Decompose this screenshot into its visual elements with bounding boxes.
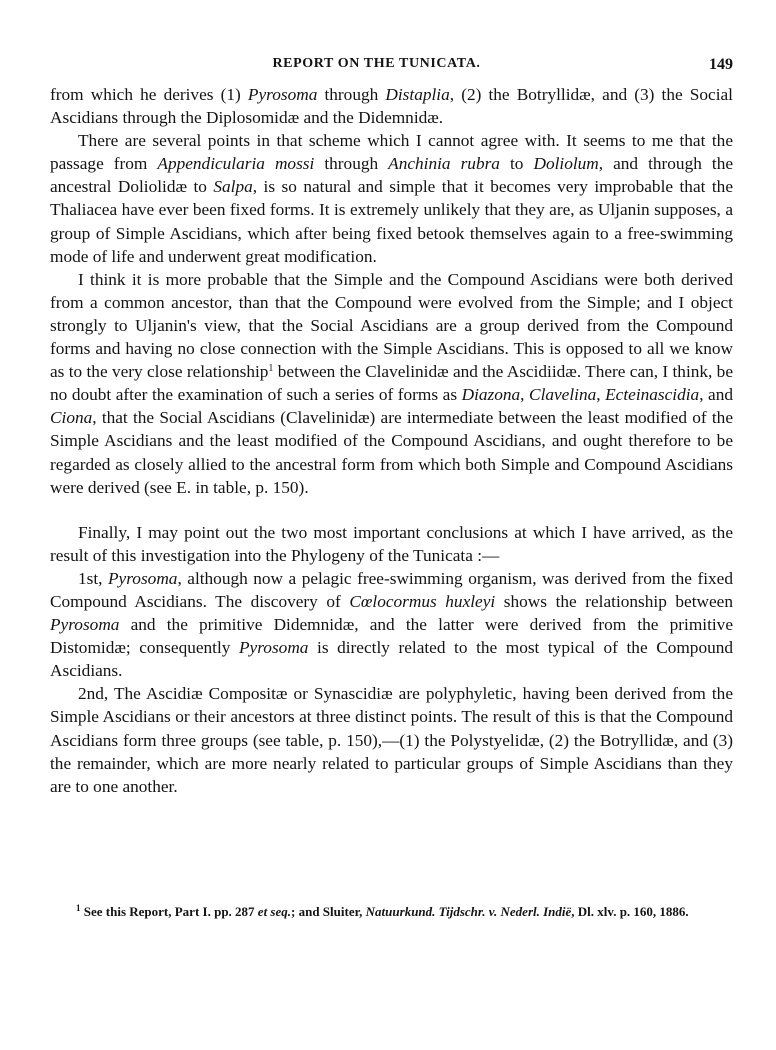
italic-term: Anchinia rubra xyxy=(388,154,500,174)
text-run: Finally, I may point out the two most important conclusions at which I have arrived, as the result of this investigation into the Phylogeny of the Tunicata :— xyxy=(50,522,733,565)
paragraph-conclusion-first xyxy=(50,567,733,682)
paragraph-common-ancestor xyxy=(50,268,733,499)
italic-term: Clavelina xyxy=(529,385,597,405)
text-run: through xyxy=(317,85,386,104)
text-run: 1st, xyxy=(78,568,108,588)
footnote-text xyxy=(50,903,733,920)
text-run: , xyxy=(520,385,530,405)
italic-term: Diazona xyxy=(461,385,521,405)
text-run: through xyxy=(314,154,389,174)
text-run: shows the relationship between xyxy=(495,591,733,611)
page-number: 149 xyxy=(709,56,733,73)
italic-term: Ecteinascidia xyxy=(605,385,700,405)
text-run: between the Clavelinidæ and the Ascidiidæ. There can, I think, be no doubt after the examination of such a series of forms as xyxy=(50,362,733,405)
footnote-reference: 1 xyxy=(268,363,274,375)
text-run: See this Report, Part I. pp. 287 xyxy=(80,904,258,919)
italic-term: Salpa xyxy=(213,177,253,197)
paragraph-thaliacea xyxy=(50,129,733,268)
text-run: There are several points in that scheme which I cannot agree with. It seems to me that the passage from xyxy=(50,131,733,174)
text-run: and the primitive Didemnidæ, and the latter were derived from the primitive Distomidæ; consequently xyxy=(50,615,733,658)
footnote-marker: 1 xyxy=(76,903,81,913)
text-run: , and xyxy=(699,385,734,405)
running-head xyxy=(50,56,733,78)
italic-term: Doliolum xyxy=(533,154,599,174)
text-run: , (2) the Botryllidæ, and (3) the Social Ascidians through the Diplosomidæ and the Didemnidæ. xyxy=(50,85,733,128)
italic-term: Cœlocormus huxleyi xyxy=(349,591,496,611)
text-run: ; and Sluiter, xyxy=(291,904,366,919)
text-run: to xyxy=(499,154,534,174)
italic-term: Pyrosoma xyxy=(239,638,309,658)
italic-term: Pyrosoma xyxy=(108,568,178,588)
paragraph-conclusions-intro xyxy=(50,521,733,567)
italic-term: Appendicularia mossi xyxy=(157,154,315,174)
body-text xyxy=(50,83,733,798)
text-run: I think it is more probable that the Simple and the Compound Ascidians were both derived from a common ancestor, than that the Compound were evolved from the Simple; and I object strongly to Uljanin's view, that the Social Ascidians are a group derived from the Compound forms and having no close connection with the Simple Ascidians. This is opposed to all we know as to the very close relationship xyxy=(50,269,733,382)
text-run: , and through the ancestral Doliolidæ to xyxy=(50,154,734,197)
text-run: is directly related to the most typical of the Compound Ascidians. xyxy=(50,638,734,681)
text-run: , xyxy=(596,385,606,405)
italic-term: Distaplia xyxy=(385,85,450,104)
italic-term: et seq. xyxy=(257,904,292,919)
paragraph-conclusion-second xyxy=(50,682,733,797)
italic-term: Pyrosoma xyxy=(247,85,318,104)
text-run: , is so natural and simple that it becomes very improbable that the Thaliacea have ever been fixed forms. It is extremely unlikely that they are, as Uljanin supposes, a group of Simple Ascidians, which after being fixed betook themselves again to a free-swimming mode of life and underwent great modification. xyxy=(50,177,733,266)
text-run: from which he derives (1) xyxy=(50,85,248,104)
text-run: , although now a pelagic free-swimming organism, was derived from the fixed Compound Ascidians. The discovery of xyxy=(50,568,733,611)
italic-term: Ciona xyxy=(50,408,93,428)
footnote-body xyxy=(81,904,689,919)
paragraph-continued xyxy=(50,83,733,129)
text-run: , Dl. xlv. p. 160, 1886. xyxy=(571,904,689,919)
italic-term: Natuurkund. Tijdschr. v. Nederl. Indië xyxy=(365,904,572,919)
text-run: , that the Social Ascidians (Clavelinidæ) are intermediate between the least modified of the Simple Ascidians and the least modified of the Compound Ascidians, and ought therefore to be regarded as closely allied to the ancestral form from which both Simple and Compound Ascidians were derived (see E. in table, p. 150). xyxy=(50,408,733,497)
running-title: REPORT ON THE TUNICATA. xyxy=(272,56,481,71)
footnote xyxy=(50,903,733,920)
text-run: 2nd, The Ascidiæ Compositæ or Synascidiæ are polyphyletic, having been derived from the Simple Ascidians or their ancestors at three distinct points. The result of this is that the Compound Ascidians form three groups (see table, p. 150),—(1) the Polystyelidæ, (2) the Botryllidæ, and (3) the remainder, which are more nearly related to particular groups of Simple Ascidians than they are to one another. xyxy=(50,684,733,796)
italic-term: Pyrosoma xyxy=(50,615,120,635)
